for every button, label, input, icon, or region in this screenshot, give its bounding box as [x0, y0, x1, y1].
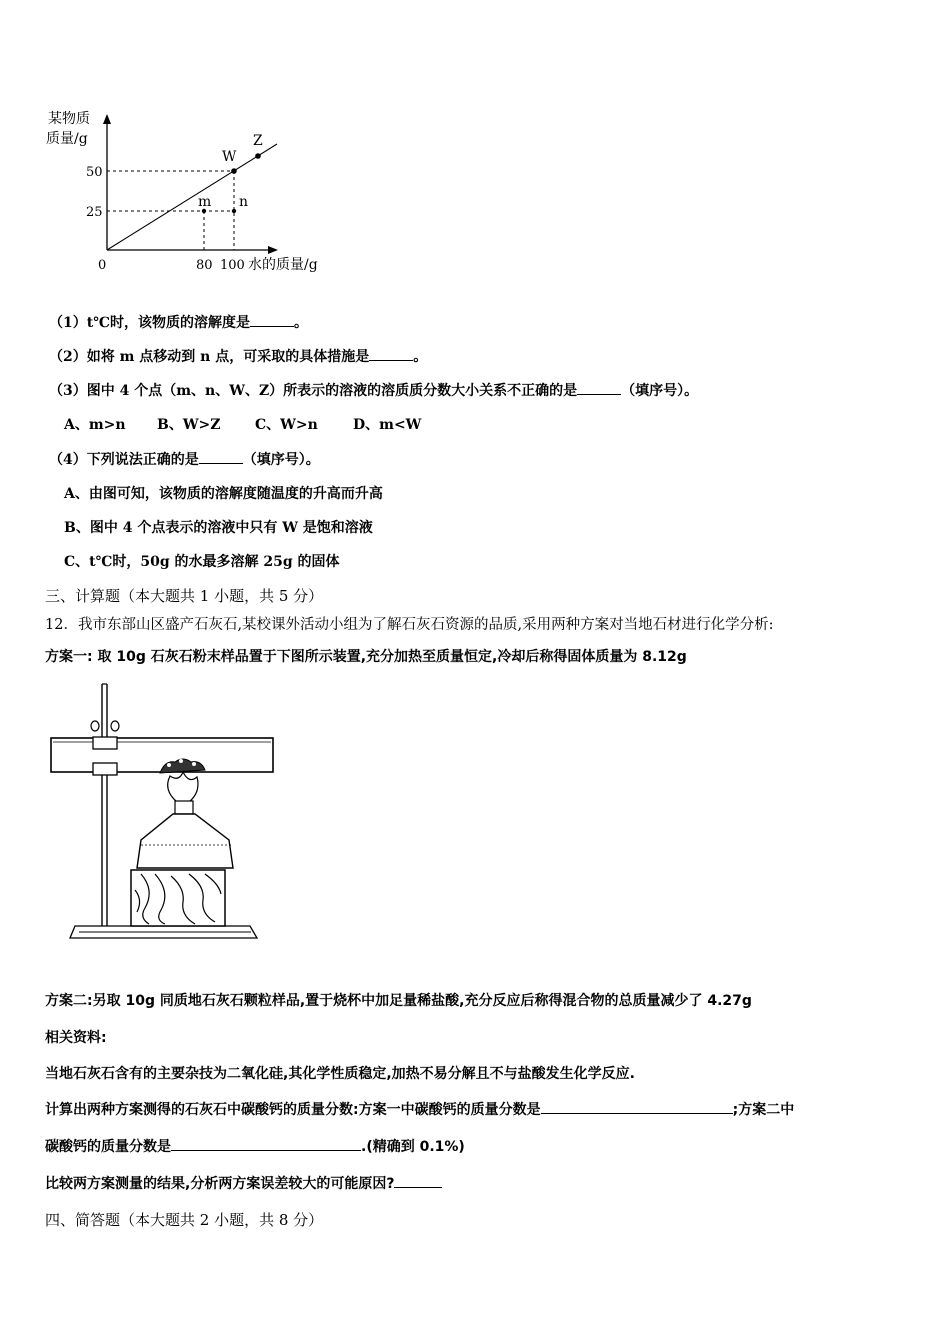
- q11-sub4-text: （4）下列说法正确的是: [49, 452, 199, 468]
- q11-sub1-end: 。: [293, 315, 308, 331]
- q11-sub4-option-a: A、由图可知，该物质的溶解度随温度的升高而升高: [64, 486, 383, 502]
- q11-sub3: [49, 380, 698, 400]
- q11-sub2-end: 。: [413, 349, 428, 365]
- q12-plan1-percent-blank[interactable]: [541, 1099, 733, 1114]
- q12-plan2: 方案二:另取 10g 同质地石灰石颗粒样品,置于烧杯中加足量稀盐酸,充分反应后称得混合物的总质量减少了 4.27g: [45, 993, 752, 1009]
- q12-info: 当地石灰石含有的主要杂技为二氧化硅,其化学性质稳定,加热不易分解且不与盐酸发生化学反应.: [45, 1066, 635, 1082]
- section4-title: 四、简答题（本大题共 2 小题，共 8 分）: [45, 1211, 324, 1229]
- label-W: W: [222, 149, 237, 165]
- x-tick-100: 100: [220, 258, 245, 273]
- point-Z: [255, 153, 261, 159]
- q12-intro: 12．我市东部山区盛产石灰石,某校课外活动小组为了解石灰石资源的品质,采用两种方案对当地石材进行化学分析:: [45, 617, 774, 633]
- y-label-1: 某物质: [48, 111, 90, 127]
- section3-title: 三、计算题（本大题共 1 小题，共 5 分）: [45, 587, 324, 605]
- q11-sub4-blank[interactable]: [199, 449, 243, 464]
- label-m: m: [198, 194, 212, 210]
- heating-board: [51, 738, 273, 772]
- y-axis-arrow: [103, 114, 111, 124]
- q11-sub3-option-d: D、m<W: [353, 417, 422, 433]
- y-tick-25: 25: [86, 205, 103, 220]
- q12-compare: [45, 1173, 442, 1193]
- q11-sub3-options: [64, 414, 421, 434]
- q11-sub4-end: （填序号）。: [242, 452, 320, 468]
- q11-sub3-option-c: C、W>n: [255, 417, 318, 433]
- q12-calc-c: 碳酸钙的质量分数是: [45, 1139, 171, 1155]
- solubility-line: [107, 144, 277, 250]
- y-label-2: 质量/g: [46, 131, 88, 147]
- q12-calc-d: .(精确到 0.1%): [361, 1139, 465, 1155]
- clamp-top: [93, 737, 117, 749]
- point-n: [232, 209, 236, 213]
- q12-compare-text: 比较两方案测量的结果,分析两方案误差较大的可能原因?: [45, 1176, 395, 1192]
- q11-sub4-option-c: C、t℃时，50g 的水最多溶解 25g 的固体: [64, 554, 340, 570]
- x-axis-label: 水的质量/g: [248, 257, 318, 273]
- q11-sub3-text: （3）图中 4 个点（m、n、W、Z）所表示的溶液的溶质质分数大小关系不正确的是: [49, 383, 578, 399]
- label-Z: Z: [253, 133, 263, 149]
- flame: [168, 772, 198, 802]
- q11-sub3-option-a: A、m>n: [64, 417, 126, 433]
- y-tick-50: 50: [86, 165, 103, 180]
- q12-plan1: 方案一: 取 10g 石灰石粉末样品置于下图所示装置,充分加热至质量恒定,冷却后称得固体质量为 8.12g: [45, 649, 687, 665]
- x-tick-80: 80: [196, 258, 213, 273]
- q11-sub3-option-b: B、W>Z: [157, 417, 221, 433]
- q12-calc-b: ;方案二中: [732, 1102, 795, 1118]
- q11-sub2-blank[interactable]: [369, 346, 413, 361]
- heating-apparatus: [45, 680, 285, 950]
- q12-compare-blank[interactable]: [394, 1173, 442, 1188]
- burner-neck: [175, 801, 193, 814]
- q11-sub3-blank[interactable]: [577, 380, 621, 395]
- solubility-graph: [40, 100, 350, 280]
- q11-sub3-end: （填序号）。: [621, 383, 699, 399]
- q11-sub1-text: （1）t℃时，该物质的溶解度是: [49, 315, 250, 331]
- q12-calc-a: 计算出两种方案测得的石灰石中碳酸钙的质量分数:方案一中碳酸钙的质量分数是: [45, 1102, 541, 1118]
- q12-calc-line2: [45, 1136, 465, 1156]
- point-W: [231, 168, 237, 174]
- origin-label: 0: [98, 258, 107, 273]
- q11-sub2-text: （2）如将 m 点移动到 n 点，可采取的具体措施是: [49, 349, 370, 365]
- label-n: n: [239, 194, 249, 210]
- q12-related-label: 相关资料:: [45, 1030, 107, 1046]
- q11-sub2: [49, 346, 427, 366]
- alcohol-lamp: [137, 814, 233, 868]
- q11-sub4-option-b: B、图中 4 个点表示的溶液中只有 W 是饱和溶液: [64, 520, 373, 536]
- q12-calc-line1: [45, 1099, 794, 1119]
- q11-sub1: [49, 312, 308, 332]
- q11-sub1-blank[interactable]: [250, 312, 294, 327]
- x-axis-arrow: [268, 246, 278, 254]
- clamp-bottom: [93, 763, 117, 775]
- q11-sub4: [49, 449, 320, 469]
- q12-plan2-percent-blank[interactable]: [171, 1136, 361, 1151]
